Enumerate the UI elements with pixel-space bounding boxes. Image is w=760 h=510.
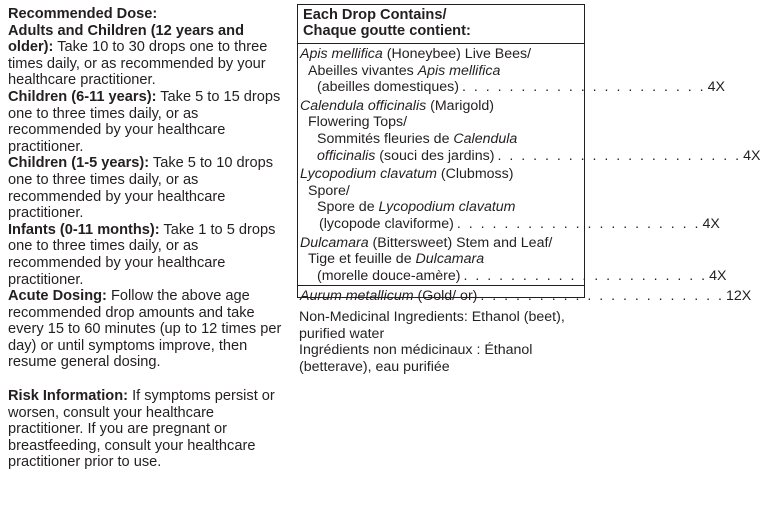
aurum-potency: 12X xyxy=(726,288,752,305)
dulcamara-potency: 4X xyxy=(709,267,727,284)
infants-label: Infants (0-11 months): xyxy=(8,221,160,238)
ingredient-dulcamara: Dulcamara (Bittersweet) Stem and Leaf/ Tige et feuille de Dulcamara (morelle douce-amère) . . . . . . . . . . . . . . . . . . . . . 4X xyxy=(298,233,584,287)
young-children-label: Children (1-5 years): xyxy=(8,155,150,172)
children-label: Children (6-11 years): xyxy=(8,88,157,105)
children-text: Take 5 to 15 drops one to three times daily, or as recommended by your healthcare practitioner. xyxy=(8,88,281,155)
heading-fr: Chaque goutte contient: xyxy=(303,22,471,39)
adults-label: Adults and Children (12 years and older): xyxy=(8,22,244,56)
infants-text: Take 1 to 5 drops one to three times daily, or as recommended by your healthcare practitioner. xyxy=(8,221,276,288)
ingredients-box xyxy=(297,4,760,305)
risk-text: If symptoms persist or worsen, consult your healthcare practitioner. If you are pregnant or breastfeeding, consult your healthcare practitioner prior to use. xyxy=(8,388,275,471)
acute-text: Follow the above age recommended drop amounts and take every 15 to 60 minutes (up to 12 times per day) or until symptoms improve, then resume general dosing. xyxy=(8,288,282,371)
adults-text: Take 10 to 30 drops one to three times daily, or as recommended by your healthcare practitioner. xyxy=(8,39,268,89)
ingredient-apis: Apis mellifica (Honeybee) Live Bees/ Abeilles vivantes Apis mellifica (abeilles domestiques) . . . . . . . . . . . . . . . . . . . . . 4X xyxy=(300,46,725,96)
heading-en: Each Drop Contains/ xyxy=(303,7,447,23)
children-dose xyxy=(8,89,290,155)
adults-dose xyxy=(8,23,290,89)
non-medicinal-fr: Ingrédients non médicinaux : Éthanol (betterave), eau purifiée xyxy=(299,342,533,375)
non-medicinal-en: Non-Medicinal Ingredients: Ethanol (beet), purified water xyxy=(299,309,565,342)
ingredient-lycopodium: Lycopodium clavatum (Clubmoss) Spore/ Spore de Lycopodium clavatum (lycopode claviforme) . . . . . . . . . . . . . . . . . . . . . 4X xyxy=(300,166,720,232)
young-children-text: Take 5 to 10 drops one to three times daily, or as recommended by your healthcare practitioner. xyxy=(8,155,273,222)
infants-dose xyxy=(8,222,290,288)
ingredients-heading xyxy=(298,5,584,44)
risk-info xyxy=(8,388,290,471)
ingredient-calendula: Calendula officinalis (Marigold) Flowering Tops/ Sommités fleuries de Calendula officinalis (souci des jardins) . . . . . . . . . . . . . . . . . . . . . 4X xyxy=(300,97,760,164)
calendula-potency: 4X xyxy=(743,147,760,164)
ingredient-aurum: Aurum metallicum (Gold/ or) . . . . . . . . . . . . . . . . . . . . . 12X xyxy=(300,288,752,305)
non-medicinal-section xyxy=(299,309,589,375)
risk-label: Risk Information: xyxy=(8,388,128,405)
apis-potency: 4X xyxy=(707,79,725,96)
lycopodium-potency: 4X xyxy=(702,215,720,232)
dosage-section xyxy=(8,6,290,471)
acute-dose xyxy=(8,288,290,371)
dose-heading: Recommended Dose: xyxy=(8,6,158,22)
young-children-dose xyxy=(8,155,290,221)
acute-label: Acute Dosing: xyxy=(8,288,107,305)
